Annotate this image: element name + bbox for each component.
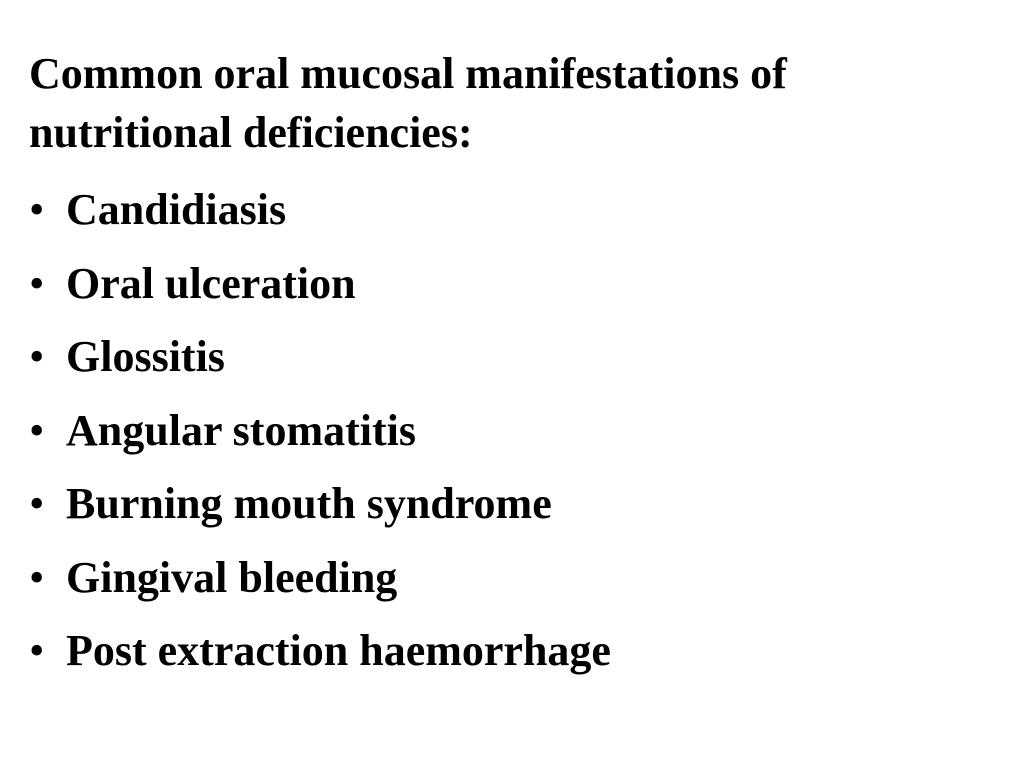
bullet-label: Oral ulceration — [66, 258, 356, 308]
slide-heading-line-2: nutritional deficiencies: — [29, 108, 473, 157]
bullet-label: Candidiasis — [66, 185, 287, 234]
bullet-item-candidiasis — [29, 173, 611, 247]
slide-heading-line-1: Common oral mucosal manifestations of — [29, 49, 787, 98]
bullet-item-glossitis — [29, 320, 611, 394]
bullet-icon: • — [29, 258, 45, 308]
bullet-label: Post extraction haemorrhage — [66, 626, 611, 675]
bullet-list — [29, 173, 611, 688]
bullet-item-burning-mouth-syndrome — [29, 467, 611, 541]
bullet-item-post-extraction-haemorrhage — [29, 614, 611, 688]
bullet-item-oral-ulceration — [29, 247, 611, 321]
bullet-label: Angular stomatitis — [66, 405, 416, 455]
bullet-icon: • — [29, 185, 45, 234]
slide-heading — [29, 44, 989, 162]
bullet-icon: • — [29, 332, 45, 381]
bullet-item-gingival-bleeding — [29, 541, 611, 615]
bullet-icon: • — [29, 479, 45, 528]
bullet-label: Glossitis — [66, 332, 225, 381]
bullet-icon: • — [29, 626, 45, 675]
bullet-label: Burning mouth syndrome — [66, 479, 552, 528]
bullet-icon: • — [29, 405, 45, 455]
bullet-icon: • — [29, 552, 45, 602]
bullet-label: Gingival bleeding — [66, 552, 398, 602]
bullet-item-angular-stomatitis — [29, 394, 611, 468]
